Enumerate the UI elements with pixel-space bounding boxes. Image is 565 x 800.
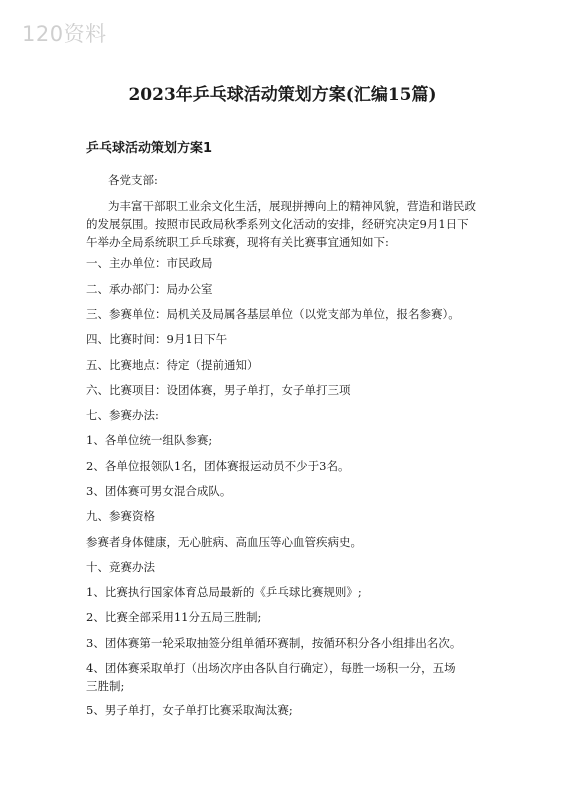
intro-line-2: 的发展氛围。按照市民政局秋季系列文化活动的安排，经研究决定9月1日下 (86, 217, 469, 231)
list-item: 六、比赛项目：设团体赛，男子单打，女子单打三项 (86, 383, 351, 397)
list-item: 九、参赛资格 (86, 509, 155, 523)
list-item: 5、男子单打，女子单打比赛采取淘汰赛; (86, 703, 293, 717)
list-item: 2、比赛全部采用11分五局三胜制; (86, 610, 262, 624)
list-item-continuation: 三胜制; (86, 679, 125, 693)
intro-line-3: 午举办全局系统职工乒乓球赛，现将有关比赛事宜通知如下: (86, 235, 389, 249)
document-title: 2023年乒乓球活动策划方案(汇编15篇) (128, 85, 437, 105)
list-item: 3、团体赛第一轮采取抽签分组单循环赛制，按循环积分各小组排出名次。 (86, 636, 462, 650)
list-item: 2、各单位报领队1名，团体赛报运动员不少于3名。 (86, 459, 350, 473)
list-item: 四、比赛时间：9月1日下午 (86, 332, 228, 346)
list-item: 五、比赛地点：待定（提前通知） (86, 358, 259, 372)
intro-line-1: 为丰富干部职工业余文化生活，展现拼搏向上的精神风貌，营造和谐民政 (108, 199, 476, 213)
list-item: 七、参赛办法: (86, 408, 159, 422)
list-item: 三、参赛单位：局机关及局属各基层单位（以党支部为单位，报名参赛）。 (86, 307, 460, 321)
list-item: 4、团体赛采取单打（出场次序由各队自行确定），每胜一场积一分，五场 (86, 661, 456, 675)
list-item: 3、团体赛可男女混合成队。 (86, 484, 232, 498)
list-item: 一、主办单位：市民政局 (86, 256, 213, 270)
list-item: 1、各单位统一组队参赛; (86, 433, 213, 447)
list-item: 二、承办部门：局办公室 (86, 282, 213, 296)
watermark: 120资料 (22, 22, 107, 46)
list-item: 十、竞赛办法 (86, 560, 155, 574)
greeting: 各党支部: (108, 173, 158, 187)
list-item: 1、比赛执行国家体育总局最新的《乒乓球比赛规则》; (86, 585, 362, 599)
section-title: 乒乓球活动策划方案1 (86, 141, 213, 156)
list-item: 参赛者身体健康，无心脏病、高血压等心血管疾病史。 (86, 535, 362, 549)
